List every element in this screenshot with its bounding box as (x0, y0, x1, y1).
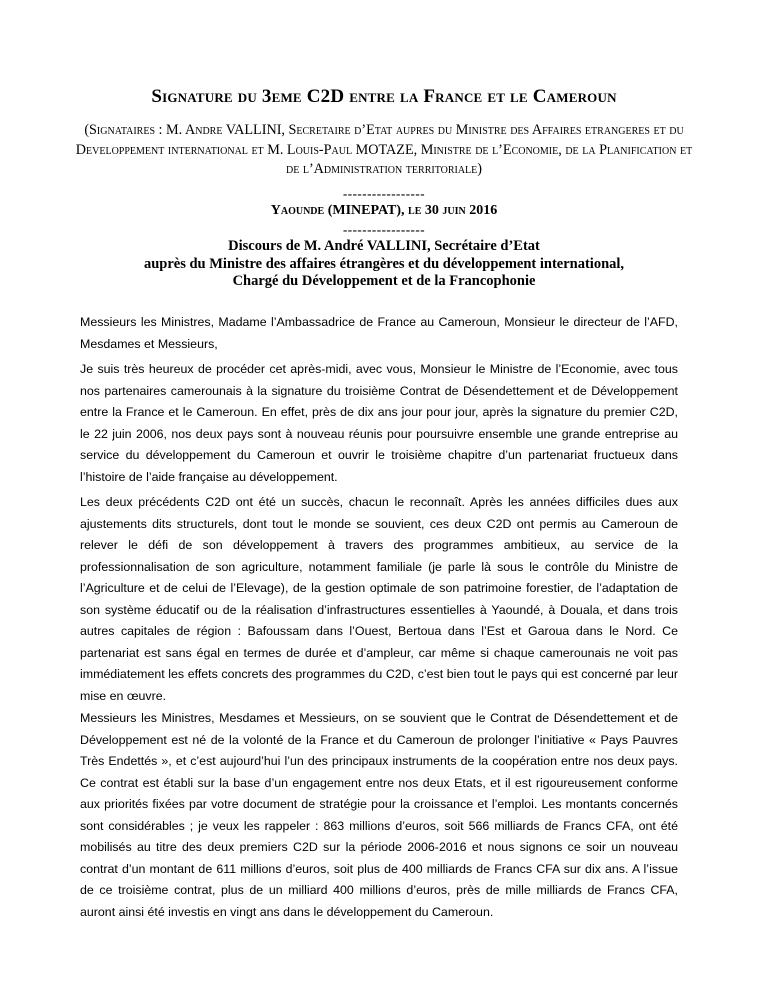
speech-heading-line-3: Chargé du Développement et de la Francophonie (232, 273, 536, 289)
separator-bottom: ----------------- (342, 222, 426, 237)
paragraph-text: Je suis très heureux de procéder cet après-midi, avec vous, Monsieur le Ministre de l’Economie, avec tous nos partenaires camerounais à la signature du troisième Contrat de Désendettement et de Développement entre la France et le Cameroun. En effet, près de dix ans jour pour jour, après la signature du premier C2D, le 22 juin 2006, nos deux pays sont à nouveau réunis pour poursuivre ensemble une grande entreprise au service du développement du Cameroun et ouvrir le troisième chapitre d’un partenariat fructueux dans l’histoire de l’aide française au développement. (80, 362, 678, 484)
separator-top: ----------------- (342, 186, 426, 201)
document-title: Signature du 3eme C2D entre la France et le Cameroun (151, 86, 617, 107)
paragraph-1 (80, 312, 678, 355)
paragraph-4 (80, 708, 678, 923)
paragraph-text: Les deux précédents C2D ont été un succès, chacun le reconnaît. Après les années difficiles dues aux ajustements dits structurels, dont tout le monde se souvient, ces deux C2D ont permis au Cameroun de relever le défi de son développement à travers des programmes ambitieux, au service de la professionnalisation de son agriculture, notamment familiale (je parle là sous le contrôle du Ministre de l’Agriculture et de celui de l’Elevage), de la gestion optimale de son patrimoine forestier, de l’adaptation de son système éducatif ou de la réalisation d’infrastructures essentielles à Yaoundé, à Douala, et dans trois autres capitales de région : Bafoussam dans l’Ouest, Bertoua dans l’Est et Garoua dans le Nord. Ce partenariat est sans égal en termes de durée et d’ampleur, car même si chaque camerounais ne voit pas immédiatement les effets concrets des programmes du C2D, c’est bien tout le pays qui est concerné par leur mise en œuvre. (80, 495, 678, 703)
paragraph-text: Messieurs les Ministres, Mesdames et Messieurs, on se souvient que le Contrat de Désendettement et de Développement est né de la volonté de la France et du Cameroun de prolonger l’initiative « Pays Pauvres Très Endettés », et c’est aujourd’hui l’un des principaux instruments de la coopération entre nos deux pays. Ce contrat est établi sur la base d’un engagement entre nos deux Etats, et il est rigoureusement conforme aux priorités fixées par votre document de stratégie pour la croissance et l’emploi. Les montants concernés sont considérables ; je veux les rappeler : 863 millions d’euros, soit 566 milliards de Francs CFA, ont été mobilisés au titre des deux premiers C2D sur la période 2006-2016 et nous signons ce soir un nouveau contrat d’un montant de 611 millions d’euros, soit plus de 400 milliards de Francs CFA sur dix ans. A l’issue de ce troisième contrat, plus de un milliard 400 millions d’euros, près de mille milliards de Francs CFA, auront ainsi été investis en vingt ans dans le développement du Cameroun. (80, 711, 678, 919)
paragraph-text: Messieurs les Ministres, Madame l’Ambassadrice de France au Cameroun, Monsieur le directeur de l’AFD, Mesdames et Messieurs, (80, 315, 678, 351)
speech-heading-line-2: auprès du Ministre des affaires étrangères et du développement international, (143, 255, 625, 272)
paragraph-3 (80, 492, 678, 707)
speech-heading-line-1: Discours de M. André VALLINI, Secrétaire d’Etat (228, 238, 540, 254)
speech-heading (40, 238, 728, 291)
place-date: Yaounde (MINEPAT), le 30 juin 2016 (270, 203, 498, 218)
signatories-note: (Signataires : M. Andre VALLINI, Secretaire d’Etat aupres du Ministre des Affaires etrangeres et du Developpement international et M. Louis-Paul MOTAZE, Ministre de l’Economie, de la Planification et de l’Administration territoriale) (75, 122, 693, 177)
paragraph-2 (80, 359, 678, 488)
